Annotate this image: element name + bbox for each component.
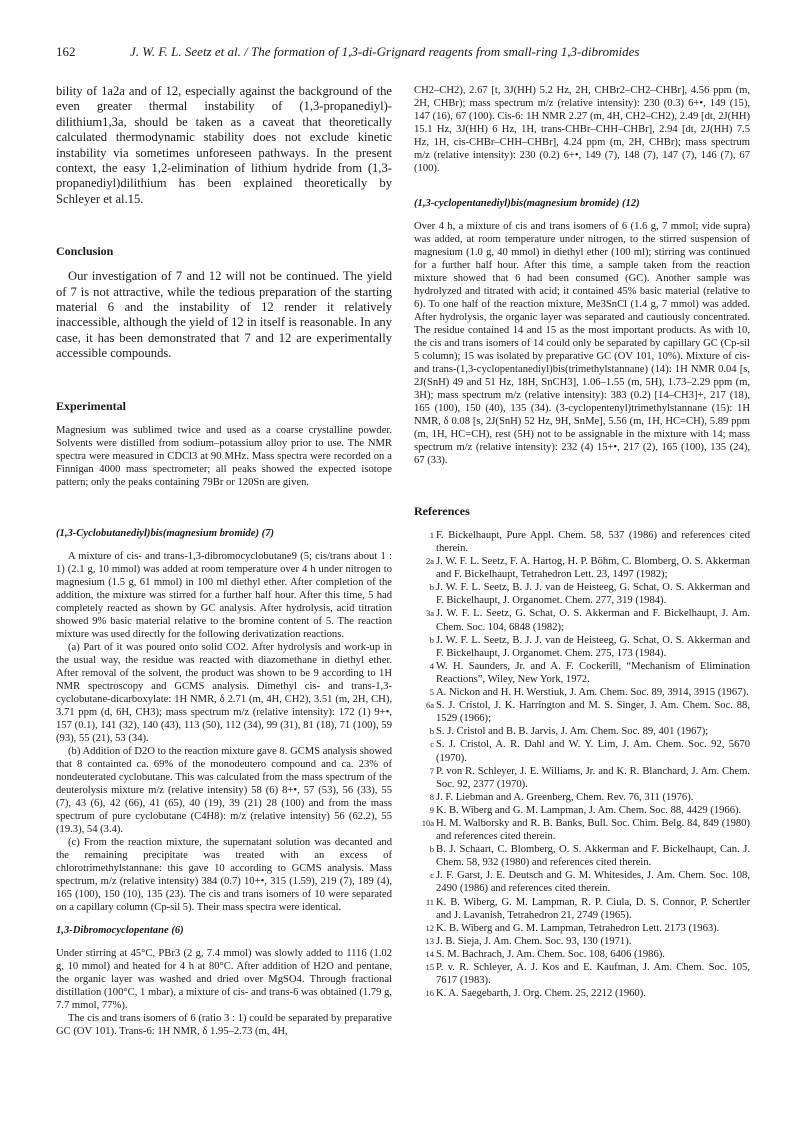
reference-number: 12 xyxy=(425,922,434,933)
reference-text: J. W. F. L. Seetz, G. Schat, O. S. Akkerman and F. Bickelhaupt, J. Am. Chem. Soc. 104, 6848 (1982); xyxy=(436,608,750,633)
dibromo-heading: 1,3-Dibromocyclopentane (6) xyxy=(56,924,184,936)
reference-item xyxy=(414,581,750,607)
reference-list xyxy=(414,529,750,1000)
reference-item xyxy=(414,869,750,895)
reference-text: S. J. Cristol and B. B. Jarvis, J. Am. Chem. Soc. 89, 401 (1967); xyxy=(436,726,709,738)
reference-number: 6a xyxy=(425,700,434,711)
reference-item xyxy=(414,791,750,804)
reference-item xyxy=(414,804,750,817)
reference-number: 5 xyxy=(429,687,434,698)
reference-number: 7 xyxy=(429,765,434,776)
intro-paragraph: bility of 1a2a and of 12, especially against the background of the even greater thermal instability of (1,3-propanediyl)-dilithium1,3a, should be taken as a caveat that theoretically calculated thermodynamic stability does not exclude kinetic instability via sometimes unforeseen pathways. In the present context, the easy 1,2-elimination of lithium hydride from (1,3-propanediyl)dilithium has been explained theoretically by Schleyer et al.15. xyxy=(56,84,392,206)
reference-item xyxy=(414,555,750,581)
reference-text: W. H. Saunders, Jr. and A. F. Cockerill, “Mechanism of Elimination Reactions”, Wiley, New York, 1972. xyxy=(436,660,750,685)
reference-text: P. von R. Schleyer, J. E. Williams, Jr. and K. R. Blanchard, J. Am. Chem. Soc. 92, 2377 (1970). xyxy=(436,765,750,790)
reference-item xyxy=(414,699,750,725)
reference-item xyxy=(414,922,750,935)
reference-item xyxy=(414,987,750,1000)
reference-number: 15 xyxy=(425,962,434,972)
reference-number: 11 xyxy=(425,896,434,907)
reference-text: K. B. Wiberg and G. M. Lampman, Tetrahedron Lett. 2173 (1963). xyxy=(436,922,720,934)
reference-number: 10a xyxy=(421,817,434,828)
conclusion-text: Our investigation of 7 and 12 will not be continued. The yield of 7 is not attractive, while the tedious preparation of the starting material 6 and the instability of 12 render it relatively inaccessible, although the yield of 12 in itself is reasonable. In any case, it has been demonstrated that 7 and 12 are experimentally accessible compounds. xyxy=(56,269,392,361)
reference-text: K. B. Wiberg, G. M. Lampman, R. P. Ciula, D. S. Connor, P. Schertler and J. Lavanish, Tetrahedron 21, 2749 (1965). xyxy=(436,896,750,921)
page-header xyxy=(56,44,748,64)
reference-number: 8 xyxy=(429,791,434,802)
nmr-continuation: CH2–CH2), 2.67 [t, 3J(HH) 5.2 Hz, 2H, CHBr2–CH2–CHBr], 4.56 ppm (m, 2H, CHBr); mass spectrum m/z (relative intensity): 230 (0.3) 6+•, 149 (15), 147 (16), 67 (100). Cis-6: 1H NMR 2.27 (m, 4H, CH2–CH2), 2.49 [dt, 2J(HH) 15.1 Hz, 3J(HH) 6 Hz, 1H, trans-CHBr–CHH–CHBr], 2.94 [dt, 2J(HH) 7.5 Hz, 1H, cis-CHBr–CHH–CHBr], 4.24 ppm (m, 2H, CHBr); mass spectrum m/z (relative intensity): 230 (0.2) 6+•, 149 (7), 148 (7), 147 (7), 146 (7), 67 (100). xyxy=(414,85,750,174)
reference-number: c xyxy=(430,739,434,750)
dibromo-text: Under stirring at 45°C, PBr3 (2 g, 7.4 mmol) was slowly added to 1116 (1.02 g, 10 mmol) and heated for 4 h at 80°C. After addition of H2O and pentane, the organic layer was washed and dried over MgSO4. Through fractional distillation (100°C, 1 mbar), a mixture of cis- and trans-6 was obtained (1.79 g, 7.7 mmol, 77%). xyxy=(56,947,392,1011)
cyclopentane-text: Over 4 h, a mixture of cis and trans isomers of 6 (1.6 g, 7 mmol; vide supra) was added, at room temperature under nitrogen, to the stirred suspension of magnesium (1.0 g, 40 mmol) in diethyl ether (100 ml); stirring was continued for a further half hour. After this time, a sample taken from the reaction mixture showed that 6 had been consumed (GC). Another sample was hydrolyzed and titrated with acid; it contained 45% basic material (relative to 6). To one half of the reaction mixture, Me3SnCl (1.4 g, 7 mmol) was added. After hydrolysis, the organic layer was separated and cautiously concentrated. The residue contained 14 and 15 as the most important products. As with 10, the cis and trans isomers of 14 could only be separated by capillary GC (Cp-sil 5 column); 15 was isolated by preparative GC (OV 101, 10%). Mixture of cis- and trans-(1,3-cyclopentanediyl)bis(trimethylstannane) (14): 1H NMR 0.04 [s, 2J(SnH) 49 and 51 Hz, 18H, SnCH3], 1.06–1.55 (m, 5H), 1.73–2.29 ppm (m, 3H); mass spectrum m/z (relative intensity): 383 (0.2) [14–CH3]+, 217 (18), 165 (100), 150 (40), 135 (34). (3-cyclopentenyl)trimethylstannane (15): 1H NMR, δ 0.08 [s, 2J(SnH) 52 Hz, 9H, SnMe], 5.56 (m, 1H, HC=CH), 5.89 ppm (m, 1H, HC=CH), rest (5H) not to be assignable in the mixture with 14; mass spectrum m/z (relative intensity): 232 (4) 15+•, 217 (2), 165 (100), 135 (24), 67 (33). xyxy=(414,221,750,466)
reference-number: 16 xyxy=(425,988,434,999)
dibromo-text-2: The cis and trans isomers of 6 (ratio 3 : 1) could be separated by preparative GC (OV 101). Trans-6: 1H NMR, δ 1.95–2.73 (m, 4H, xyxy=(56,1012,392,1037)
reference-number: 2a xyxy=(425,556,434,567)
running-title: J. W. F. L. Seetz et al. / The formation of 1,3-di-Grignard reagents from small-ring 1,3-dibromides xyxy=(130,44,640,59)
reference-text: J. B. Sieja, J. Am. Chem. Soc. 93, 130 (1971). xyxy=(436,935,632,947)
reference-text: S. J. Cristol, J. K. Harrington and M. S. Singer, J. Am. Chem. Soc. 88, 1529 (1966); xyxy=(436,700,750,725)
experimental-text: Magnesium was sublimed twice and used as a coarse crystalline powder. Solvents were distilled from sodium–potassium alloy prior to use. The NMR spectra were measured in CDCl3 at 90 MHz. Mass spectra were recorded on a Finnigan 4000 mass spectrometer; all peaks showed the expected isotope pattern; only the peaks containing 79Br or 120Sn are given. xyxy=(56,424,392,488)
reference-text: B. J. Schaart, C. Blomberg, O. S. Akkerman and F. Bickelhaupt, Can. J. Chem. 58, 932 (1980) and references cited therein. xyxy=(436,844,750,869)
reference-number: 9 xyxy=(429,804,434,815)
reference-text: S. M. Bachrach, J. Am. Chem. Soc. 108, 6406 (1986). xyxy=(436,948,665,960)
reference-text: K. A. Saegebarth, J. Org. Chem. 25, 2212 (1960). xyxy=(436,988,646,1000)
reference-number: b xyxy=(429,582,434,593)
reference-item xyxy=(414,686,750,699)
right-column xyxy=(414,84,750,1000)
page-number: 162 xyxy=(56,44,76,59)
reference-text: J. W. F. L. Seetz, B. J. J. van de Heisteeg, G. Schat, O. S. Akkerman and F. Bickelhaupt, J. Organomet. Chem. 275, 173 (1984). xyxy=(436,634,750,659)
reference-text: F. Bickelhaupt, Pure Appl. Chem. 58, 537 (1986) and references cited therein. xyxy=(436,529,750,554)
reference-item xyxy=(414,961,750,987)
cyclobutane-heading: (1,3-Cyclobutanediyl)bis(magnesium bromide) (7) xyxy=(56,527,275,539)
reference-number: 13 xyxy=(425,935,434,946)
reference-number: c xyxy=(430,870,434,881)
cyclopentane-heading: (1,3-cyclopentanediyl)bis(magnesium bromide) (12) xyxy=(414,198,640,209)
reference-text: S. J. Cristol, A. R. Dahl and W. Y. Lim, J. Am. Chem. Soc. 92, 5670 (1970). xyxy=(436,739,750,764)
reference-text: J. W. F. L. Seetz, B. J. J. van de Heisteeg, G. Schat, O. S. Akkerman and F. Bickelhaupt, J. Organomet. Chem. 277, 319 (1984). xyxy=(436,582,750,607)
reference-text: J. W. F. L. Seetz, F. A. Hartog, H. P. Böhm, C. Blomberg, O. S. Akkerman and F. Bickelhaupt, Tetrahedron Lett. 23, 1497 (1982); xyxy=(436,556,750,581)
reference-item xyxy=(414,529,750,555)
reference-text: J. F. Liebman and A. Greenberg, Chem. Rev. 76, 311 (1976). xyxy=(436,791,694,803)
reference-item xyxy=(414,817,750,843)
reference-item xyxy=(414,725,750,738)
cyclobutane-part-b: (b) Addition of D2O to the reaction mixture gave 8. GCMS analysis showed that 8 containted ca. 69% of the monodeutero compound and ca. 23% of nondeuterated cyclobutane. This was calculated from the mass spectrum of the deuterolysis mixture m/z (relative intensity) 58 (6) 8+•, 57 (53), 56 (33), 55 (7), 43 (6), 42 (66), 41 (65), 40 (19), 39 (21) 28 (100) and from the mass spectrum of pure cyclobutane (C4H8): m/z (relative intensity) 56 (62.2), 55 (19.3), 54 (3.4). xyxy=(56,745,392,835)
reference-item xyxy=(414,896,750,922)
reference-number: b xyxy=(429,844,434,855)
reference-text: K. B. Wiberg and G. M. Lampman, J. Am. Chem. Soc. 88, 4429 (1966). xyxy=(436,804,742,816)
reference-number: 4 xyxy=(429,660,434,671)
reference-text: A. Nickon and H. H. Werstiuk, J. Am. Chem. Soc. 89, 3914, 3915 (1967). xyxy=(436,687,749,699)
reference-number: 1 xyxy=(429,529,434,540)
reference-number: 14 xyxy=(425,948,434,959)
reference-number: b xyxy=(429,726,434,737)
cyclobutane-procedure: A mixture of cis- and trans-1,3-dibromocyclobutane9 (5; cis/trans about 1 : 1) (2.1 g, 10 mmol) was added at room temperature over 4 h under nitrogen to magnesium (1.5 g, 61 mmol) in 100 ml diethyl ether. After completion of the addition, the mixture was stirred for a further half hour. After this time, 5 had completely reacted as shown by GC analysis. After hydrolysis, acid titration showed 9% basic material relative to the bromine content of 5. The reaction mixture was used directly for the following derivatization reactions. xyxy=(56,550,392,640)
cyclobutane-part-c: (c) From the reaction mixture, the supernatant solution was decanted and the remaining precipitate was treated with an excess of chlorotrimethylstannane: this gave 10 according to GCMS analysis. Mass spectrum, m/z (relative intensity) 384 (0.7) 10+•, 315 (1.59), 219 (7), 189 (4), 165 (100), 150 (10), 135 (23). The cis and trans isomers of 10 were separated on a capillary column (Cp-sil 5). Their mass spectra were identical. xyxy=(56,836,392,913)
reference-item xyxy=(414,607,750,633)
reference-item xyxy=(414,935,750,948)
reference-item xyxy=(414,738,750,764)
conclusion-heading: Conclusion xyxy=(56,244,114,259)
references-heading: References xyxy=(414,504,470,518)
reference-text: P. v. R. Schleyer, A. J. Kos and E. Kaufman, J. Am. Chem. Soc. 105, 7617 (1983). xyxy=(436,962,750,987)
reference-item xyxy=(414,948,750,961)
experimental-heading: Experimental xyxy=(56,398,126,413)
reference-item xyxy=(414,843,750,869)
left-column xyxy=(56,84,392,1038)
reference-text: J. F. Garst, J. E. Deutsch and G. M. Whitesides, J. Am. Chem. Soc. 108, 2490 (1986) and references cited therein. xyxy=(436,870,750,895)
reference-item xyxy=(414,765,750,791)
reference-number: b xyxy=(429,634,434,645)
reference-text: H. M. Walborsky and R. B. Banks, Bull. Soc. Chim. Belg. 84, 849 (1980) and references cited therein. xyxy=(436,817,750,843)
reference-item xyxy=(414,634,750,660)
reference-number: 3a xyxy=(425,608,434,619)
cyclobutane-part-a: (a) Part of it was poured onto solid CO2. After hydrolysis and work-up in the usual way, the residue was reacted with diazomethane in diethyl ether. After removal of the solvent, the product was shown to be 9 according to 1H NMR spectroscopy and GCMS analysis. Dimethyl cis- and trans-1,3-cyclobutane-dicarboxylate: 1H NMR, δ 2.71 (m, 4H, CH2), 3.51 (m, 2H, CH), 3.71 ppm (d, 6H, CH3); mass spectrum m/z (relative intensity): 172 (1) 9+•, 157 (0.1), 141 (32), 140 (43), 113 (50), 112 (34), 99 (31), 81 (18), 71 (100), 59 (93), 55 (21), 53 (34). xyxy=(56,641,392,744)
reference-item xyxy=(414,660,750,686)
